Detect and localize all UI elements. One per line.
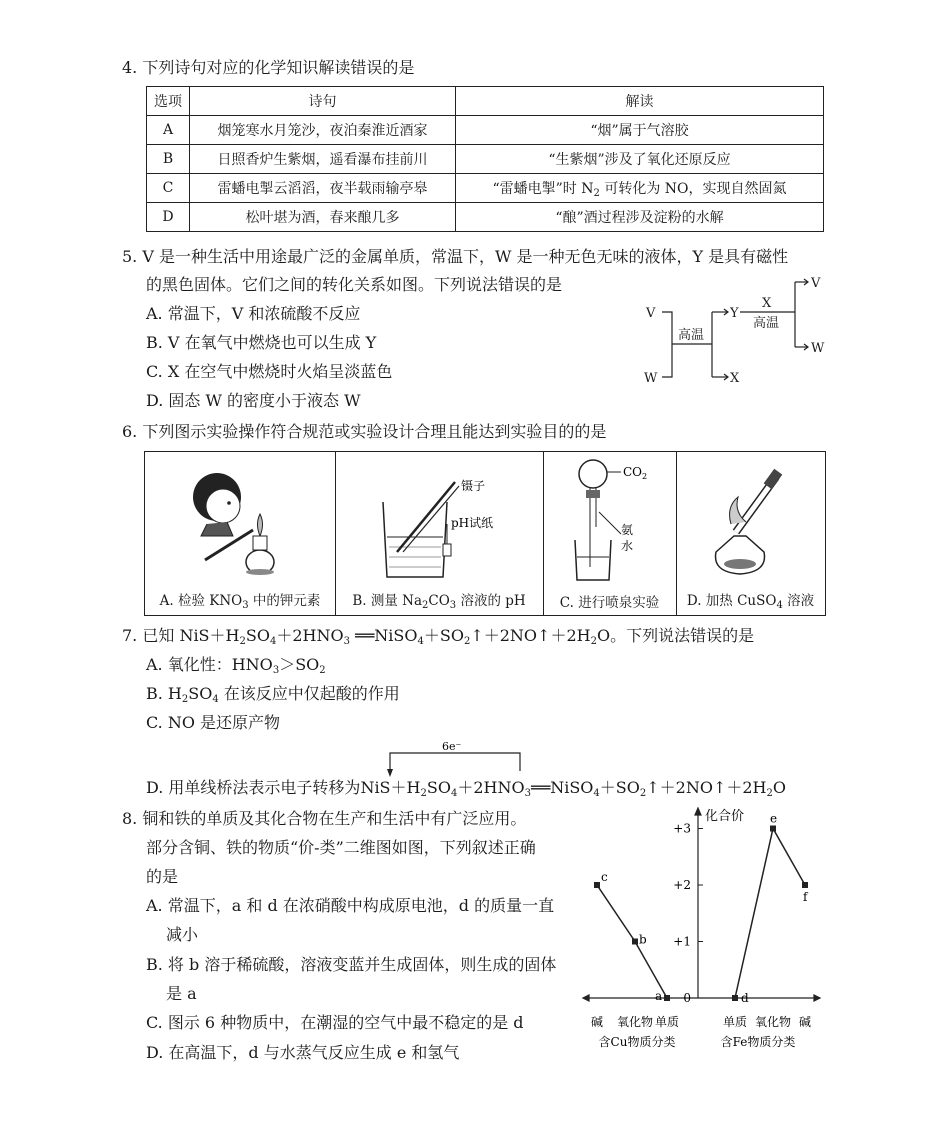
point-label-f: f [803, 890, 808, 904]
flame-test-illustration [145, 452, 335, 587]
caption-subscript: 2 [422, 600, 429, 611]
figure-cell-c [543, 452, 677, 615]
q6-figure-table [144, 451, 826, 616]
option-text: D. 用单线桥法表示电子转移为 [146, 778, 361, 797]
point-e [770, 826, 776, 832]
label-ammonia-1: 氨 [621, 523, 634, 537]
point-label-e: e [770, 811, 778, 826]
q5-conversion-diagram [640, 272, 830, 387]
fe-axis-title: 含Fe物质分类 [720, 1035, 796, 1049]
cu-category-label: 碱 [590, 1015, 604, 1029]
option-text: ＞SO [279, 655, 320, 674]
row-poem: 日照香炉生紫烟，遥看瀑布挂前川 [190, 145, 456, 174]
fe-series-line [735, 829, 805, 999]
y-tick-label: 0 [683, 991, 691, 1005]
row-interpretation: “酿”酒过程涉及淀粉的水解 [456, 203, 824, 232]
caption-a [145, 589, 335, 611]
note-subscript: 2 [593, 187, 600, 199]
label-v-out: V [811, 276, 821, 291]
caption-subscript: 4 [776, 600, 783, 611]
label-w: W [644, 371, 658, 386]
cu-category-label: 单质 [654, 1015, 680, 1029]
label-y: Y [730, 306, 739, 321]
point-d [732, 995, 738, 1001]
q6-stem: 6. 下列图示实验操作符合规范或实验设计合理且能达到实验目的的是 [122, 422, 607, 441]
header-option: 选项 [147, 87, 190, 116]
caption-text: D. 加热 CuSO [686, 593, 777, 609]
row-option: D [147, 203, 190, 232]
row-poem: 烟笼寒水月笼沙，夜泊秦淮近酒家 [190, 116, 456, 145]
table-row [147, 203, 824, 232]
label-x: X [730, 371, 740, 386]
table-header-row [147, 87, 824, 116]
q5-option-a: A. 常温下，V 和浓硫酸不反应 [146, 304, 361, 323]
q8-option-c: C. 图示 6 种物质中，在潮湿的空气中最不稳定的是 d [146, 1013, 524, 1032]
fe-category-label: 碱 [798, 1015, 812, 1029]
row-interpretation: “烟”属于气溶胶 [456, 116, 824, 145]
caption-text: 溶液的 pH [456, 593, 526, 609]
label-w-out: W [811, 341, 825, 356]
q7-option-b: B. $H_2SO_4$ 在该反应中仅起酸的作用 [146, 684, 400, 705]
point-label-b: b [639, 932, 647, 947]
figure-cell-b [335, 452, 544, 615]
label-x-reagent: X [762, 296, 772, 311]
y-tick-label: +3 [673, 821, 691, 836]
row-poem: 松叶堪为酒，春来酿几多 [190, 203, 456, 232]
label-high-temp-1: 高温 [678, 328, 705, 343]
caption-subscript: 3 [242, 600, 249, 611]
q8-option-a-line2: 减小 [166, 925, 199, 944]
y-axis-label: 化合价 [705, 809, 745, 824]
row-interpretation [456, 174, 824, 203]
y-tick-label: +1 [673, 934, 691, 949]
row-option: A [147, 116, 190, 145]
q8-stem-line1: 8. 铜和铁的单质及其化合物在生产和生活中有广泛应用。 [122, 809, 527, 828]
q5-stem-line1: 5. V 是一种生活中用途最广泛的金属单质，常温下，W 是一种无色无味的液体，Y 是具有磁性 [122, 247, 789, 266]
label-v: V [646, 306, 656, 321]
label-high-temp-2: 高温 [753, 316, 780, 331]
caption-c: C. 进行喷泉实验 [559, 595, 660, 611]
heating-solution-illustration [676, 452, 825, 587]
caption-text: 中的钾元素 [248, 593, 321, 609]
figure-cell-d [676, 452, 825, 615]
fe-category-label: 氧化物 [754, 1015, 792, 1029]
note-text: 可转化为 NO，实现自然固氮 [599, 180, 787, 197]
q8-option-b-line1: B. 将 b 溶于稀硫酸，溶液变蓝并生成固体，则生成的固体 [146, 955, 557, 974]
q7-option-a: A. 氧化性：$HNO_3>SO_2$ [146, 655, 326, 676]
header-interpretation: 解读 [456, 87, 824, 116]
q8-option-d: D. 在高温下，d 与水蒸气反应生成 e 和氢气 [146, 1043, 460, 1062]
label-co2: $CO_2$ [623, 465, 648, 481]
point-label-a: a [655, 989, 663, 1003]
q5-stem-line2: 的黑色固体。它们之间的转化关系如图。下列说法错误的是 [146, 275, 563, 294]
single-bridge-arrow [384, 741, 524, 779]
q7-stem: 7. 已知 $NiS+H_2SO_4+2HNO_3$ $══NiSO_4+SO_2↑+2NO↑+2H_2O$。下列说法错误的是 [122, 626, 755, 647]
q4-table [146, 86, 824, 232]
electron-label: 6e⁻ [442, 741, 462, 753]
point-f [802, 882, 808, 888]
q7-option-c: C. NO 是还原产物 [146, 713, 281, 732]
caption-text: 溶液 [782, 593, 815, 609]
cu-axis-title: 含Cu物质分类 [598, 1035, 676, 1049]
figure-cell-a [145, 452, 336, 615]
q7-option-d: D. 用单线桥法表示电子转移为$NiS+H_2SO_4+2HNO_3══NiSO_4+SO_2↑+2NO↑+2H_2O$ [146, 778, 787, 799]
q5-option-d: D. 固态 W 的密度小于液态 W [146, 391, 361, 410]
q7-stem-tail: 。下列说法错误的是 [610, 626, 755, 645]
point-c [594, 882, 600, 888]
point-label-d: d [741, 991, 749, 1005]
label-ammonia-2: 水 [621, 539, 634, 553]
label-tweezers: 镊子 [461, 479, 486, 493]
table-row [147, 116, 824, 145]
row-option: C [147, 174, 190, 203]
row-poem: 雷蟠电掣云滔滔，夜半载雨输亭皋 [190, 174, 456, 203]
row-option: B [147, 145, 190, 174]
fe-category-label: 单质 [722, 1015, 748, 1029]
row-interpretation: “生紫烟”涉及了氧化还原反应 [456, 145, 824, 174]
valence-class-chart [575, 800, 835, 1060]
point-b [632, 939, 638, 945]
ph-test-illustration [335, 452, 543, 587]
q4-stem: 4. 下列诗句对应的化学知识解读错误的是 [122, 58, 415, 77]
point-label-c: c [601, 870, 608, 884]
table-row [147, 174, 824, 203]
q8-stem-line2: 部分含铜、铁的物质“价-类”二维图如图，下列叙述正确 [146, 838, 536, 857]
q8-option-a-line1: A. 常温下，a 和 d 在浓硝酸中构成原电池，d 的质量一直 [146, 896, 555, 915]
cu-category-label: 氧化物 [616, 1015, 654, 1029]
q8-option-b-line2: 是 a [166, 984, 197, 1003]
label-ph-paper: pH试纸 [451, 516, 494, 530]
y-tick-label: +2 [673, 878, 691, 892]
option-text: A. 氧化性：HNO [146, 655, 273, 674]
caption-text: A. 检验 KNO [159, 593, 243, 609]
caption-b [335, 589, 543, 611]
caption-d [676, 589, 825, 611]
header-poem: 诗句 [190, 87, 456, 116]
q8-stem-line3: 的是 [146, 867, 179, 886]
caption-text: B. 测量 Na [352, 593, 422, 609]
option-text: 在该反应中仅起酸的作用 [218, 684, 400, 703]
caption-text: CO [428, 593, 450, 609]
caption-subscript: 3 [449, 600, 457, 611]
fountain-experiment-illustration [543, 452, 676, 587]
note-text: “雷蟠电掣”时 N [492, 180, 594, 197]
q5-option-b: B. V 在氧气中燃烧也可以生成 Y [146, 333, 377, 352]
table-row [147, 145, 824, 174]
point-a [664, 995, 670, 1001]
q5-option-c: C. X 在空气中燃烧时火焰呈淡蓝色 [146, 362, 393, 381]
